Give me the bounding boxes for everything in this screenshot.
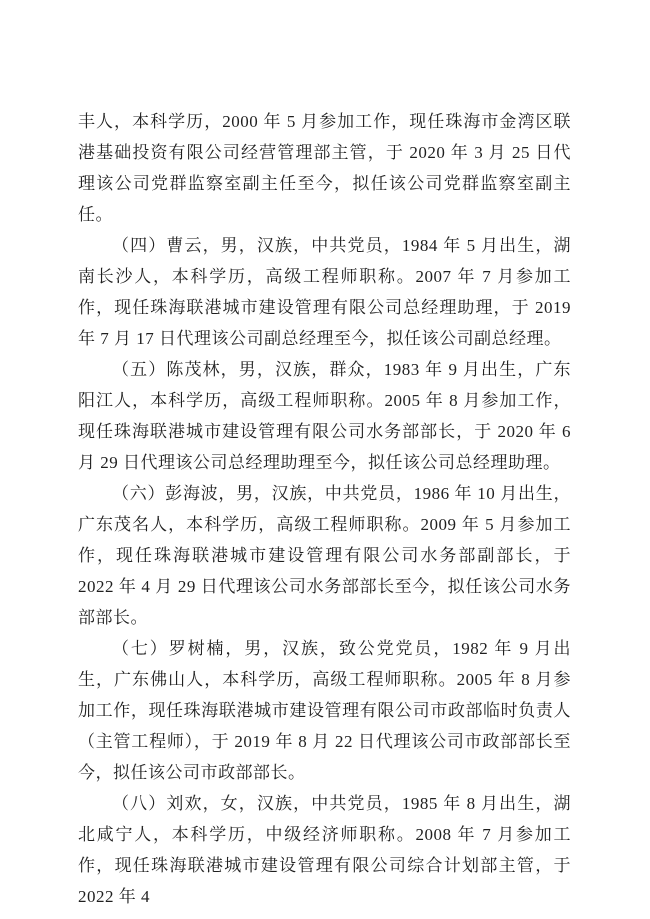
paragraph-item-6: （六）彭海波，男，汉族，中共党员，1986 年 10 月出生，广东茂名人，本科学历，高级工程师职称。2009 年 5 月参加工作，现任珠海联港城市建设管理有限公司水务部副部长，于 2022 年 4 月 29 日代理该公司水务部部长至今，拟任该公司水务部部长。 — [78, 484, 571, 627]
paragraph-item-8: （八）刘欢，女，汉族，中共党员，1985 年 8 月出生，湖北咸宁人，本科学历，中级经济师职称。2008 年 7 月参加工作，现任珠海联港城市建设管理有限公司综合计划部主管，于 2022 年 4 — [78, 794, 571, 906]
paragraph-item-4: （四）曹云，男，汉族，中共党员，1984 年 5 月出生，湖南长沙人，本科学历，高级工程师职称。2007 年 7 月参加工作，现任珠海联港城市建设管理有限公司总经理助理，于 2019 年 7 月 17 日代理该公司副总经理至今，拟任该公司副总经理。 — [78, 236, 571, 348]
paragraph-item-5: （五）陈茂林，男，汉族，群众，1983 年 9 月出生，广东阳江人，本科学历，高级工程师职称。2005 年 8 月参加工作，现任珠海联港城市建设管理有限公司水务部部长，于 2020 年 6 月 29 日代理该公司总经理助理至今，拟任该公司总经理助理。 — [78, 360, 571, 472]
paragraph-continuation: 丰人，本科学历，2000 年 5 月参加工作，现任珠海市金湾区联港基础投资有限公司经营管理部主管，于 2020 年 3 月 25 日代理该公司党群监察室副主任至今，拟任该公司党群监察室副主任。 — [78, 112, 571, 224]
document-text-block — [78, 106, 571, 912]
paragraph-item-7: （七）罗树楠，男，汉族，致公党党员，1982 年 9 月出生，广东佛山人，本科学历，高级工程师职称。2005 年 8 月参加工作，现任珠海联港城市建设管理有限公司市政部临时负责人（主管工程师），于 2019 年 8 月 22 日代理该公司市政部部长至今，拟任该公司市政部部长。 — [78, 639, 571, 782]
